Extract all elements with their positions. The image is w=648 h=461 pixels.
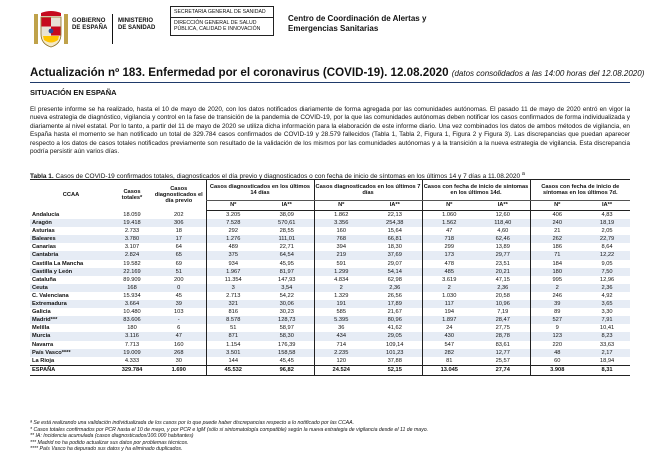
table-cell: 7,91 xyxy=(584,316,630,324)
table-cell: 995 xyxy=(530,276,584,284)
table-cell: 2.713 xyxy=(206,292,260,300)
ccaes-label: Centro de Coordinación de Alertas y Emergencias Sanitarias xyxy=(288,14,427,33)
table-cell: 47,15 xyxy=(495,276,510,283)
table-cell: 7.528 xyxy=(206,219,260,227)
table-cell: 430 xyxy=(422,332,476,340)
table-cell: 591 xyxy=(314,260,368,268)
table-cell: 7,50 xyxy=(584,268,630,276)
table-cell: 21 xyxy=(530,227,584,235)
table-cell: 58,97 xyxy=(279,325,294,332)
table-cell: 714 xyxy=(314,341,368,349)
footnotes xyxy=(30,420,630,453)
table-cell: 27,75 xyxy=(495,325,510,332)
table-cell: 24 xyxy=(422,324,476,332)
section-heading: SITUACIÓN EN ESPAÑA xyxy=(30,88,117,97)
report-title-note: (datos consolidados a las 14:00 horas del 12.08.2020) xyxy=(451,69,645,78)
table-cell: 69 xyxy=(175,260,182,267)
region-name: Ceuta xyxy=(30,284,112,292)
table-cell: 12,22 xyxy=(584,251,630,259)
table-row xyxy=(30,235,630,243)
col-prev-day: Casos diagnosticados el día previo xyxy=(152,180,206,211)
table-cell: 321 xyxy=(206,300,260,308)
table-cell: 22,71 xyxy=(279,244,294,251)
footnote-a: ª Se está realizando una validación individualizada de los casos por lo que puede haber discrepancias respecto a lo notificado por las CCAA. xyxy=(30,420,355,426)
title-divider xyxy=(30,82,630,83)
table-cell: 191 xyxy=(314,300,368,308)
table-cell: 1.862 xyxy=(314,211,368,220)
table-cell: 718 xyxy=(422,235,476,243)
table-cell: 39 xyxy=(530,300,584,308)
table-cell: 128,73 xyxy=(260,316,314,324)
table-cell: 1.030 xyxy=(422,292,476,300)
table-row xyxy=(30,357,630,366)
table-cell: 83.606 xyxy=(112,316,152,324)
table-cell: 184 xyxy=(530,260,584,268)
table-cell: 10,96 xyxy=(476,300,530,308)
table-row xyxy=(30,308,630,316)
col-group-7d: Casos diagnosticados en los últimos 7 días xyxy=(314,180,422,201)
table-cell: 71 xyxy=(530,251,584,259)
col-group-14d: Casos diagnosticados en los últimos 14 días xyxy=(206,180,314,201)
table-cell: 3.356 xyxy=(314,219,368,227)
table-cell: 103 xyxy=(174,309,184,316)
table-cell: 1.329 xyxy=(314,292,368,300)
table-cell: 19.009 xyxy=(112,349,152,357)
table-cell: 23,51 xyxy=(495,260,510,267)
col-total: Casos totales* xyxy=(112,180,152,211)
table-cell: 5.395 xyxy=(314,316,368,324)
table-cell: 1.154 xyxy=(206,341,260,349)
table-cell: 1.299 xyxy=(314,268,368,276)
subcol-n: Nº xyxy=(530,201,584,211)
table-cell: 30,06 xyxy=(260,300,314,308)
table-cell: 17,89 xyxy=(368,300,422,308)
table-cell: 1.897 xyxy=(422,316,476,324)
region-name: Baleares xyxy=(30,235,112,243)
table-cell: 570,61 xyxy=(260,219,314,227)
table-cell: 406 xyxy=(530,211,584,220)
table-cell: 394 xyxy=(314,243,368,251)
table-cell: 547 xyxy=(422,341,476,349)
table-cell: 2.733 xyxy=(124,228,140,235)
table-cell: 434 xyxy=(314,332,368,340)
table-cell: 45,95 xyxy=(279,260,294,267)
subcol-n: Nº xyxy=(314,201,368,211)
table-row xyxy=(30,292,630,300)
table-cell: 20,58 xyxy=(495,292,510,299)
table-cell: 3.116 xyxy=(112,332,152,340)
table-cell: 19.418 xyxy=(112,219,152,227)
table-cell: 306 xyxy=(152,219,206,227)
region-name: Galicia xyxy=(32,309,51,316)
table-cell: 2,17 xyxy=(584,349,630,357)
region-name: Asturias xyxy=(32,228,55,235)
table-cell: 262 xyxy=(530,235,584,243)
table-cell: 3,54 xyxy=(260,284,314,292)
region-name: Navarra xyxy=(32,341,54,348)
col-ccaa: CCAA xyxy=(30,180,112,211)
report-title-main: Actualización nº 183. Enfermedad por el coronavirus (COVID-19). 12.08.2020 xyxy=(30,66,449,79)
table-cell: 240 xyxy=(530,219,584,227)
secretaria-block xyxy=(170,6,274,36)
table-row xyxy=(30,260,630,268)
table-cell: 13.045 xyxy=(422,365,476,375)
table-cell: 2,05 xyxy=(601,228,613,235)
region-name: Castilla y León xyxy=(30,268,112,276)
footnote-4: **** País Vasco ha depurado sus datos y ha eliminado duplicados. xyxy=(30,446,183,452)
table-cell: 816 xyxy=(206,308,260,316)
table-cell: 246 xyxy=(530,292,584,300)
table-cell: 120 xyxy=(314,357,368,366)
table-cell: 1.562 xyxy=(422,219,476,227)
table-cell: 158,58 xyxy=(260,349,314,357)
table-row xyxy=(30,341,630,349)
table-cell: 2 xyxy=(530,284,584,292)
total-row xyxy=(30,365,630,375)
table-cell: 45,45 xyxy=(279,357,294,364)
table-cell: 8,23 xyxy=(584,332,630,340)
table-cell: 254,38 xyxy=(368,219,422,227)
table-cell: 28,55 xyxy=(279,228,294,235)
table-cell: 6 xyxy=(177,325,181,332)
region-name: Melilla xyxy=(32,325,50,332)
table-cell: 329.784 xyxy=(112,365,152,375)
table-cell: 1.276 xyxy=(206,235,260,243)
table-cell: 180 xyxy=(127,325,137,332)
table-cell: 934 xyxy=(206,260,260,268)
table-cell: 15,64 xyxy=(387,228,402,235)
table-cell: 37,88 xyxy=(387,357,402,364)
table-row xyxy=(30,324,630,332)
table-cell: 7,19 xyxy=(497,309,509,316)
table-cell: 4,83 xyxy=(601,212,613,218)
table-cell: 2.235 xyxy=(314,349,368,357)
table-cell: 160 xyxy=(174,341,184,348)
table-cell: 10,41 xyxy=(599,325,615,332)
table-cell: 89 xyxy=(530,308,584,316)
table-cell: 64 xyxy=(175,244,182,251)
table-cell: 200 xyxy=(174,276,184,283)
secretaria-label: SECRETARIA GENERAL DE SANIDAD xyxy=(170,6,274,18)
table-cell: 58,30 xyxy=(260,332,314,340)
table-cell: 375 xyxy=(206,251,260,259)
table-cell: 18,94 xyxy=(599,357,615,364)
table-row xyxy=(30,227,630,235)
table-cell: 10.480 xyxy=(123,309,141,316)
table-cell: 2,36 xyxy=(368,284,422,292)
table-row xyxy=(30,268,630,276)
ministry-line-2: DE SANIDAD xyxy=(118,25,156,31)
table-row xyxy=(30,243,630,251)
region-name: País Vasco**** xyxy=(30,349,112,357)
table-cell: 80,96 xyxy=(368,316,422,324)
table-cell: 4,92 xyxy=(601,292,613,299)
table-cell: 89.909 xyxy=(123,276,141,283)
table-cell: 9,05 xyxy=(601,260,613,267)
table-row xyxy=(30,316,630,324)
table-cell: 9 xyxy=(530,324,584,332)
table-body xyxy=(30,211,630,376)
table-cell: 768 xyxy=(314,235,368,243)
region-name: Andalucía xyxy=(32,211,60,218)
table-row xyxy=(30,219,630,227)
region-name: Murcia xyxy=(30,332,112,340)
government-label xyxy=(72,18,107,32)
table-cell: 12,77 xyxy=(476,349,530,357)
region-name: ESPAÑA xyxy=(30,365,112,375)
table-cell: 299 xyxy=(422,243,476,251)
table-cell: 12,96 xyxy=(599,276,615,283)
table-cell: 2 xyxy=(314,284,368,292)
table-cell: 527 xyxy=(530,316,584,324)
table-row xyxy=(30,284,630,292)
footnote-2: ** IA: Incidencia acumulada (casos diagnosticados/100.000 habitantes) xyxy=(30,433,194,439)
table-cell: 4.333 xyxy=(124,357,140,364)
table-cell: 7.713 xyxy=(124,341,140,348)
region-name: Cantabria xyxy=(30,251,112,259)
table-cell: 21,67 xyxy=(387,309,402,316)
table-cell: 22.169 xyxy=(112,268,152,276)
table-cell: 18.059 xyxy=(123,211,141,218)
table-cell: 186 xyxy=(530,243,584,251)
table-cell: 12,60 xyxy=(495,212,510,218)
table-cell: 18 xyxy=(175,228,182,235)
table-cell: 871 xyxy=(206,332,260,340)
table-cell: 30,23 xyxy=(279,309,294,316)
table-cell: 20,21 xyxy=(476,268,530,276)
table-cell: 45 xyxy=(175,292,182,299)
table-cell: 168 xyxy=(112,284,152,292)
table-cell: 0 xyxy=(152,284,206,292)
table-cell: 3.908 xyxy=(530,365,584,375)
table-cell: - xyxy=(152,316,206,324)
table-cell: 111,01 xyxy=(260,235,314,243)
table-cell: 180 xyxy=(530,268,584,276)
table-cell: 268 xyxy=(152,349,206,357)
table-cell: 1.060 xyxy=(422,211,476,220)
table-cell: 22,13 xyxy=(387,212,402,218)
logo-divider xyxy=(112,14,113,44)
table-cell: 585 xyxy=(314,308,368,316)
table-cell: 17 xyxy=(152,235,206,243)
table-cell: 2 xyxy=(422,284,476,292)
region-name: Aragón xyxy=(30,219,112,227)
intro-paragraph: El presente informe se ha realizado, hasta el 10 de mayo de 2020, con los datos notificados diariamente de forma agregada por las comunidades autónomas. El pasado 11 de mayo de 2020 entró en vigor la nueva estrategia de diagnóstico, vigilancia y control en la fase de transición de la pandemia de COVID-19, por la que las comunidades autónomas deben notificar los casos confirmados de forma individualizada y diariamente al nivel estatal. Por lo tanto, a partir del 11 de mayo de 2020 se utiliza dicha información para la elaboración de este informe diario. Una vez combinados los datos de ambos métodos de vigilancia, en España hasta el momento se han notificado un total de 329.784 casos confirmados de COVID-19 y 28.579 fallecidos (Tabla 1, Tabla 2, Figura 1, Figura 2 y Figura 3). Las discrepancias que puedan aparecer respecto a los datos de casos totales notificados previamente son resultado de la validación de los mismos por las comunidades autónomas y a la transición a la nueva estrategia de vigilancia. Esta discrepancia podría persistir aún varios días. xyxy=(30,106,630,156)
region-name: Extremadura xyxy=(30,300,112,308)
table-cell: 54,14 xyxy=(368,268,422,276)
table-cell: 96,82 xyxy=(260,365,314,375)
table-cell: 66,81 xyxy=(368,235,422,243)
table-cell: 3.107 xyxy=(124,244,140,251)
subcol-ia: IA** xyxy=(476,201,530,211)
table-cell: 65 xyxy=(152,251,206,259)
col-group-symptoms-14d: Casos con fecha de inicio de síntomas en los últimos 14d. xyxy=(422,180,530,201)
table-cell: 25,57 xyxy=(495,357,510,364)
table-cell: 8.578 xyxy=(206,316,260,324)
table-cell: 8,31 xyxy=(584,365,630,375)
table-cell: 292 xyxy=(206,227,260,235)
table-cell: 144 xyxy=(206,357,260,366)
table-cell: 3.664 xyxy=(112,300,152,308)
table-row xyxy=(30,332,630,340)
table-cell: 1.967 xyxy=(206,268,260,276)
table-row xyxy=(30,211,630,220)
region-name: C. Valenciana xyxy=(32,292,69,299)
table-cell: 18,19 xyxy=(584,219,630,227)
table-cell: 81,97 xyxy=(260,268,314,276)
coat-of-arms-icon xyxy=(34,10,68,50)
table-cell: 4.834 xyxy=(314,276,368,284)
region-name: Castilla La Mancha xyxy=(32,260,84,267)
cases-table xyxy=(30,179,630,376)
table-row xyxy=(30,251,630,259)
table-cell: 52,15 xyxy=(368,365,422,375)
direccion-label: DIRECCIÓN GENERAL DE SALUD PÚBLICA, CALIDAD E INNOVACIÓN xyxy=(170,18,274,35)
table-cell: 41,62 xyxy=(387,325,402,332)
table-cell: 28,78 xyxy=(476,332,530,340)
table-cell: 60 xyxy=(530,357,584,366)
footnote-3: *** Madrid no ha podido actualizar sus datos por problemas técnicos. xyxy=(30,439,189,446)
col-group-symptoms-7d: Casos con fecha de inicio de síntomas en los últimos 7d. xyxy=(530,180,630,201)
table-cell: 109,14 xyxy=(386,341,404,348)
ministry-label xyxy=(118,18,155,32)
table-cell: 26,56 xyxy=(387,292,402,299)
table-cell: 3 xyxy=(206,284,260,292)
region-name: Madrid*** xyxy=(30,316,112,324)
table-cell: 22,79 xyxy=(584,235,630,243)
table-cell: 62,98 xyxy=(387,276,402,283)
table-cell: 194 xyxy=(422,308,476,316)
table-cell: 173 xyxy=(422,251,476,259)
subcol-ia: IA** xyxy=(584,201,630,211)
table-cell: 15.934 xyxy=(123,292,141,299)
table-header xyxy=(30,180,630,211)
table-cell: 3,65 xyxy=(584,300,630,308)
table-cell: 176,39 xyxy=(278,341,296,348)
subcol-n: Nº xyxy=(422,201,476,211)
table-cell: 160 xyxy=(314,227,368,235)
table-cell: 220 xyxy=(530,341,584,349)
table-cell: 478 xyxy=(422,260,476,268)
document-header xyxy=(30,4,630,62)
table-cell: 29,77 xyxy=(476,251,530,259)
table-cell: 33,63 xyxy=(599,341,615,348)
table-cell: 13,89 xyxy=(495,244,510,251)
table-cell: 3.780 xyxy=(112,235,152,243)
region-name: La Rioja xyxy=(32,357,55,364)
table-cell: 3.501 xyxy=(206,349,260,357)
table-cell: 39 xyxy=(152,300,206,308)
table-cell: 47 xyxy=(422,227,476,235)
table-cell: 29,07 xyxy=(387,260,402,267)
table-row xyxy=(30,300,630,308)
table-cell: 45.532 xyxy=(206,365,260,375)
government-line-1: GOBIERNO xyxy=(72,18,106,24)
table-cell: 282 xyxy=(422,349,476,357)
table-cell: 54,22 xyxy=(279,292,294,299)
table-cell: 24.524 xyxy=(314,365,368,375)
table-cell: 3,30 xyxy=(601,309,613,316)
table-cell: 27,74 xyxy=(476,365,530,375)
region-name: Canarias xyxy=(32,244,57,251)
report-title xyxy=(30,66,644,79)
table-cell: 62,46 xyxy=(476,235,530,243)
subcol-ia: IA** xyxy=(368,201,422,211)
table-cell: 3.205 xyxy=(206,211,260,220)
table-cell: 18,30 xyxy=(387,244,402,251)
table-cell: 219 xyxy=(314,251,368,259)
table-cell: 2,36 xyxy=(476,284,530,292)
table-cell: 83,61 xyxy=(495,341,510,348)
table-caption-label: Tabla 1. xyxy=(30,173,54,181)
table-cell: 4,60 xyxy=(497,228,509,235)
table-cell: 29,05 xyxy=(368,332,422,340)
table-cell: 38,09 xyxy=(279,212,294,218)
table-cell: 123 xyxy=(530,332,584,340)
table-row xyxy=(30,276,630,284)
government-line-2: DE ESPAÑA xyxy=(72,25,108,31)
table-cell: 2.824 xyxy=(112,251,152,259)
table-cell: 11.354 xyxy=(206,276,260,284)
table-cell: 64,54 xyxy=(260,251,314,259)
table-cell: 28,47 xyxy=(476,316,530,324)
table-cell: 36 xyxy=(314,324,368,332)
table-cell: 37,69 xyxy=(368,251,422,259)
table-cell: 489 xyxy=(206,243,260,251)
table-cell: 147,93 xyxy=(278,276,296,283)
table-cell: 48 xyxy=(530,349,584,357)
table-cell: 117 xyxy=(422,300,476,308)
table-cell: 51 xyxy=(152,268,206,276)
table-cell: 47 xyxy=(152,332,206,340)
table-caption-text: Casos de COVID-19 confirmados totales, diagnosticados el día previo y diagnosticados o con fecha de inicio de síntomas en los últimos 14 y 7 días a 11.08.2020 xyxy=(55,173,521,181)
government-logo xyxy=(30,4,190,60)
table-caption-sup: a xyxy=(521,171,525,177)
table-cell: 51 xyxy=(206,324,260,332)
table-cell: 81 xyxy=(422,357,476,366)
footnote-1: * Casos totales confirmados por PCR hasta el 10 de mayo, y por PCR e IgM (sólo si sintomatología compatible) según la nueva estrategia de vigilancia desde el 11 de mayo. xyxy=(30,426,429,433)
table-cell: 101,23 xyxy=(368,349,422,357)
table-cell: 19.582 xyxy=(123,260,141,267)
subcol-n: Nº xyxy=(206,201,260,211)
table-cell: 2,36 xyxy=(584,284,630,292)
table-cell: 1.690 xyxy=(152,365,206,375)
region-name: Cataluña xyxy=(32,276,57,283)
table-cell: 30 xyxy=(175,357,182,364)
table-cell: 202 xyxy=(174,211,184,218)
table-cell: 8,64 xyxy=(601,244,613,251)
ministry-line-1: MINISTERIO xyxy=(118,18,154,24)
table-cell: 485 xyxy=(422,268,476,276)
table-row xyxy=(30,349,630,357)
subcol-ia: IA** xyxy=(260,201,314,211)
table-cell: 3.619 xyxy=(422,276,476,284)
table-cell: 118,40 xyxy=(476,219,530,227)
